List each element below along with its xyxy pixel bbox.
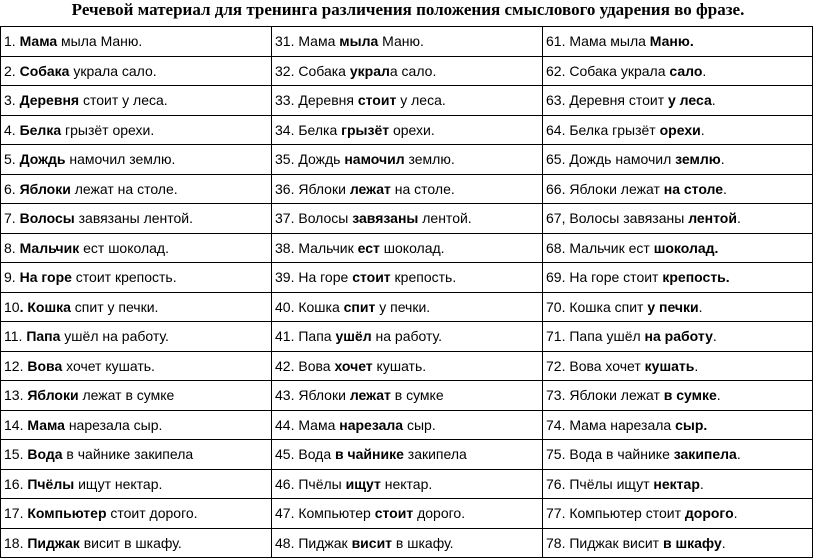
phrase-text: 12.: [4, 357, 28, 374]
stressed-word: ест: [357, 239, 380, 256]
phrase-text: дорого.: [413, 505, 466, 522]
phrase-cell: [1, 499, 272, 529]
phrase-text: .: [720, 151, 725, 168]
phrase-text: 44. Мама: [275, 416, 340, 433]
phrase-text: 34. Белка: [275, 121, 342, 138]
table-row: [1, 115, 813, 145]
phrase-text: стоит у леса.: [79, 92, 168, 109]
phrase-text: 45. Вода: [275, 446, 336, 463]
stressed-word: в чайнике: [335, 446, 404, 463]
phrase-text: сыр.: [403, 416, 436, 433]
phrase-cell: [1, 233, 272, 263]
page-title: Речевой материал для тренинга различения положения смыслового ударения во фразе.: [71, 0, 745, 19]
phrase-text: .: [716, 387, 721, 404]
stressed-word: дорого: [684, 505, 734, 522]
stressed-word: . Кошка: [19, 298, 71, 315]
phrase-text: .: [694, 357, 699, 374]
phrase-text: .: [700, 121, 705, 138]
phrase-text: .: [711, 92, 716, 109]
stressed-word: Маню.: [649, 33, 694, 50]
phrase-cell: [1, 86, 272, 116]
phrase-cell: [543, 292, 813, 322]
phrase-cell: [272, 204, 543, 234]
phrase-text: шоколад.: [379, 239, 445, 256]
phrase-text: ушёл на работу.: [60, 328, 169, 345]
phrase-text: украла сало.: [69, 62, 157, 79]
phrase-text: 68. Мальчик ест: [546, 239, 654, 256]
stressed-word: лежат: [349, 180, 391, 197]
table-row: [1, 440, 813, 470]
phrase-cell: [1, 204, 272, 234]
phrase-text: 10: [4, 298, 20, 315]
phrase-cell: [272, 145, 543, 175]
phrase-text: лежат на столе.: [70, 180, 178, 197]
phrase-text: закипела: [403, 446, 467, 463]
phrase-text: 2.: [4, 62, 20, 79]
phrase-text: 15.: [4, 446, 28, 463]
stressed-word: нектар: [653, 475, 700, 492]
table-row: [1, 292, 813, 322]
phrase-cell: [543, 56, 813, 86]
stressed-word: в сумке: [663, 387, 717, 404]
phrase-text: крепость.: [390, 269, 457, 286]
phrase-cell: [1, 56, 272, 86]
stressed-word: намочил: [344, 151, 405, 168]
stressed-word: Белка: [19, 121, 62, 138]
phrase-text: 67, Волосы завязаны: [546, 210, 689, 227]
table-row: [1, 410, 813, 440]
phrase-cell: [272, 528, 543, 558]
stressed-word: орехи: [659, 121, 701, 138]
phrase-cell: [1, 528, 272, 558]
stressed-word: Деревня: [19, 92, 80, 109]
phrase-text: на столе.: [390, 180, 455, 197]
stressed-word: закипела: [673, 446, 737, 463]
phrase-text: 8.: [4, 239, 20, 256]
stressed-word: на столе: [663, 180, 724, 197]
stressed-word: Пиджак: [27, 534, 80, 551]
stressed-word: Собака: [19, 62, 70, 79]
table-row: [1, 263, 813, 293]
phrase-text: землю.: [404, 151, 455, 168]
stressed-word: На горе: [19, 269, 72, 286]
phrase-cell: [272, 440, 543, 470]
phrase-text: а сало.: [389, 62, 437, 79]
phrase-text: 35. Дождь: [275, 151, 345, 168]
phrase-text: в сумке: [390, 387, 444, 404]
phrase-cell: [272, 469, 543, 499]
table-row: [1, 322, 813, 352]
phrase-text: 40. Кошка: [275, 298, 344, 315]
phrase-text: 41. Папа: [275, 328, 336, 345]
phrase-text: стоит крепость.: [71, 269, 177, 286]
phrase-cell: [543, 233, 813, 263]
phrase-cell: [543, 469, 813, 499]
stressed-word: Вода: [27, 446, 63, 463]
phrase-text: 13.: [4, 387, 28, 404]
phrase-cell: [543, 27, 813, 57]
phrase-text: у леса.: [396, 92, 446, 109]
phrase-cell: [1, 115, 272, 145]
table-row: [1, 204, 813, 234]
phrase-text: 38. Мальчик: [275, 239, 358, 256]
phrase-text: 69. На горе стоит: [546, 269, 663, 286]
phrase-text: ест шоколад.: [79, 239, 169, 256]
phrase-text: 33. Деревня: [275, 92, 358, 109]
phrase-cell: [543, 410, 813, 440]
phrase-text: нектар.: [380, 475, 433, 492]
stressed-word: Мама: [19, 33, 58, 50]
phrase-cell: [272, 56, 543, 86]
phrase-text: в шкафу.: [392, 534, 454, 551]
stressed-word: крепость.: [662, 269, 730, 286]
phrase-text: спит у печки.: [70, 298, 159, 315]
phrase-text: грызёт орехи.: [61, 121, 155, 138]
phrase-text: лежат в сумке: [78, 387, 175, 404]
phrase-text: Маню.: [378, 33, 424, 50]
phrase-text: 18.: [4, 534, 28, 551]
table-row: [1, 174, 813, 204]
stressed-word: сыр.: [675, 416, 708, 433]
phrase-text: .: [699, 475, 704, 492]
phrase-text: 62. Собака украла: [546, 62, 670, 79]
phrase-text: .: [698, 298, 703, 315]
stressed-word: Мальчик: [19, 239, 80, 256]
phrase-cell: [272, 351, 543, 381]
phrase-text: 7.: [4, 210, 20, 227]
phrase-cell: [1, 263, 272, 293]
phrase-text: намочил землю.: [65, 151, 176, 168]
stressed-word: шоколад.: [653, 239, 719, 256]
stressed-word: в шкафу: [662, 534, 722, 551]
phrase-cell: [272, 86, 543, 116]
stressed-word: сало: [669, 62, 703, 79]
phrase-text: 46. Пчёлы: [275, 475, 346, 492]
phrase-cell: [272, 499, 543, 529]
phrase-cell: [272, 115, 543, 145]
phrase-cell: [543, 174, 813, 204]
phrase-text: .: [733, 505, 738, 522]
phrase-cell: [543, 499, 813, 529]
phrase-cell: [543, 115, 813, 145]
phrase-cell: [1, 292, 272, 322]
phrase-text: хочет кушать.: [62, 357, 155, 374]
stressed-word: ищут: [345, 475, 381, 492]
phrase-text: 75. Вода в чайнике: [546, 446, 674, 463]
phrase-text: 31. Мама: [275, 33, 340, 50]
phrase-text: 74. Мама нарезала: [546, 416, 676, 433]
table-row: [1, 86, 813, 116]
phrase-cell: [543, 351, 813, 381]
phrase-text: лентой.: [418, 210, 472, 227]
phrase-text: 78. Пиджак висит: [546, 534, 663, 551]
phrase-cell: [272, 263, 543, 293]
phrase-text: ищут нектар.: [74, 475, 163, 492]
phrase-cell: [543, 145, 813, 175]
phrase-text: .: [723, 180, 727, 197]
table-row: [1, 381, 813, 411]
phrase-cell: [272, 410, 543, 440]
phrase-cell: [543, 440, 813, 470]
phrase-cell: [272, 233, 543, 263]
phrase-text: 36. Яблоки: [275, 180, 350, 197]
table-row: [1, 27, 813, 57]
stressed-word: кушать: [644, 357, 695, 374]
phrase-cell: [543, 381, 813, 411]
table-row: [1, 528, 813, 558]
stressed-word: стоит: [352, 269, 391, 286]
phrase-text: на работу.: [371, 328, 443, 345]
table-row: [1, 56, 813, 86]
phrase-text: .: [721, 534, 726, 551]
phrase-cell: [272, 27, 543, 57]
table-row: [1, 469, 813, 499]
phrase-cell: [1, 27, 272, 57]
phrase-cell: [1, 174, 272, 204]
phrase-text: 48. Пиджак: [275, 534, 352, 551]
phrase-text: 47. Компьютер: [275, 505, 375, 522]
phrase-cell: [272, 381, 543, 411]
phrase-text: .: [736, 210, 741, 227]
phrase-text: .: [712, 328, 717, 345]
stressed-word: Вова: [27, 357, 63, 374]
phrase-text: орехи.: [389, 121, 435, 138]
stressed-word: Папа: [26, 328, 61, 345]
phrase-text: 1.: [4, 33, 20, 50]
phrase-text: 77. Компьютер стоит: [546, 505, 685, 522]
stressed-word: землю: [675, 151, 721, 168]
phrase-text: 65. Дождь намочил: [546, 151, 676, 168]
stressed-word: у печки: [647, 298, 699, 315]
phrase-cell: [1, 351, 272, 381]
phrase-text: 66. Яблоки лежат: [546, 180, 664, 197]
phrase-text: завязаны лентой.: [74, 210, 194, 227]
phrase-cell: [543, 322, 813, 352]
phrase-cell: [1, 440, 272, 470]
table-row: [1, 351, 813, 381]
phrase-text: .: [736, 446, 741, 463]
stressed-word: Яблоки: [19, 180, 71, 197]
stressed-word: Мама: [27, 416, 65, 433]
phrase-cell: [1, 145, 272, 175]
phrase-text: 11.: [4, 328, 27, 345]
phrase-text: 4.: [4, 121, 20, 138]
phrase-text: 63. Деревня стоит: [546, 92, 668, 109]
phrase-cell: [543, 204, 813, 234]
phrase-text: 39. На горе: [275, 269, 353, 286]
phrase-cell: [543, 528, 813, 558]
phrase-text: .: [702, 62, 707, 79]
phrase-cell: [1, 469, 272, 499]
stressed-word: лежат: [349, 387, 391, 404]
stressed-word: завязаны: [352, 210, 419, 227]
phrase-text: 71. Папа ушёл: [546, 328, 645, 345]
stressed-word: стоит: [357, 92, 397, 109]
phrase-text: в чайнике закипела: [62, 446, 194, 463]
stressed-word: спит: [343, 298, 376, 315]
stressed-word: Компьютер: [27, 505, 107, 522]
phrase-text: 42. Вова: [275, 357, 335, 374]
phrase-text: 43. Яблоки: [275, 387, 350, 404]
phrase-text: 17.: [4, 505, 28, 522]
table-row: [1, 145, 813, 175]
stressed-word: висит: [351, 534, 393, 551]
stressed-word: на работу: [644, 328, 713, 345]
phrase-cell: [1, 322, 272, 352]
phrase-text: 32. Собака: [275, 62, 350, 79]
phrase-text: висит в шкафу.: [79, 534, 182, 551]
stressed-word: мыла: [339, 33, 379, 50]
phrase-text: 5.: [4, 151, 20, 168]
phrase-table-body: [1, 27, 813, 558]
stressed-word: Дождь: [19, 151, 66, 168]
phrase-text: стоит дорого.: [106, 505, 198, 522]
phrase-text: 14.: [4, 416, 28, 433]
phrase-text: 3.: [4, 92, 20, 109]
phrase-cell: [272, 174, 543, 204]
phrase-text: 76. Пчёлы ищут: [546, 475, 654, 492]
phrase-text: мыла Маню.: [57, 33, 143, 50]
phrase-text: кушать.: [372, 357, 427, 374]
stressed-word: хочет: [334, 357, 373, 374]
phrase-cell: [1, 381, 272, 411]
stressed-word: Волосы: [19, 210, 75, 227]
table-row: [1, 499, 813, 529]
table-row: [1, 233, 813, 263]
phrase-text: нарезала сыр.: [64, 416, 163, 433]
phrase-text: 73. Яблоки лежат: [546, 387, 664, 404]
phrase-cell: [543, 263, 813, 293]
stressed-word: грызёт: [341, 121, 390, 138]
phrase-text: 6.: [4, 180, 20, 197]
stressed-word: лентой: [688, 210, 737, 227]
phrase-table: [0, 26, 813, 558]
phrase-cell: [272, 322, 543, 352]
phrase-text: 64. Белка грызёт: [546, 121, 660, 138]
phrase-text: 9.: [4, 269, 20, 286]
phrase-cell: [543, 86, 813, 116]
stressed-word: стоит: [374, 505, 414, 522]
phrase-text: 37. Волосы: [275, 210, 353, 227]
stressed-word: нарезала: [339, 416, 404, 433]
stressed-word: у леса: [668, 92, 712, 109]
stressed-word: ушёл: [335, 328, 372, 345]
phrase-text: у печки.: [375, 298, 431, 315]
stressed-word: украл: [349, 62, 390, 79]
stressed-word: Яблоки: [27, 387, 79, 404]
stressed-word: Пчёлы: [27, 475, 75, 492]
phrase-cell: [1, 410, 272, 440]
phrase-text: 72. Вова хочет: [546, 357, 645, 374]
phrase-text: 16.: [4, 475, 28, 492]
phrase-text: 61. Мама мыла: [546, 33, 650, 50]
phrase-text: 70. Кошка спит: [546, 298, 648, 315]
phrase-cell: [272, 292, 543, 322]
